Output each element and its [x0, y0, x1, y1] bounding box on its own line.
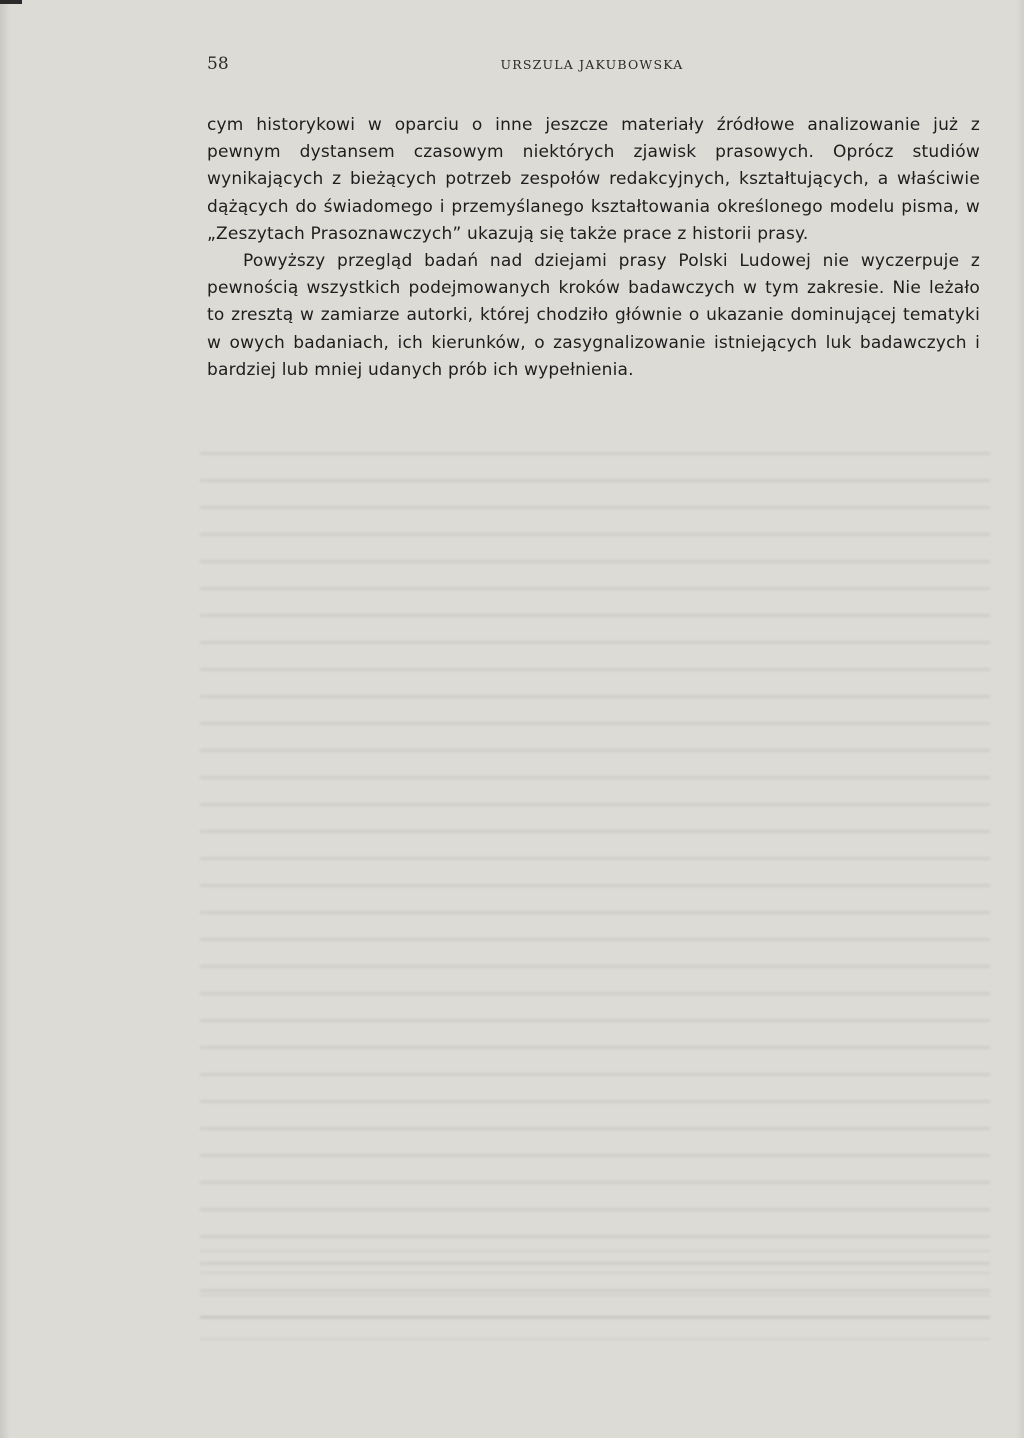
running-head [207, 54, 977, 78]
body-text [207, 112, 980, 384]
running-title-author: URSZULA JAKUBOWSKA [500, 57, 684, 72]
page-number: 58 [207, 54, 229, 74]
paragraph-summary: Powyższy przegląd badań nad dziejami prasy Polski Ludowej nie wyczerpuje z pewnością wszystkich podejmowanych kroków badawczych w tym zakresie. Nie leżało to zresztą w zamiarze autorki, której chodziło głównie o ukazanie dominującej tematyki w owych badaniach, ich kierunków, o zasygnalizowanie istniejących luk badawczych i bardziej lub mniej udanych prób ich wypełnienia. [207, 251, 980, 380]
paragraph-continued: cym historykowi w oparciu o inne jeszcze materiały źródłowe analizowanie już z pewnym dystansem czasowym niektórych zjawisk prasowych. Oprócz studiów wynikających z bieżących potrzeb zespołów redakcyjnych, kształtujących, a właściwie dążących do świadomego i przemyślanego kształtowania określonego modelu pisma, w „Zeszytach Prasoznawczych” ukazują się także prace z historii prasy. [207, 115, 980, 244]
scan-corner-mark [0, 0, 22, 4]
show-through-text [200, 440, 990, 1340]
show-through-footnotes [200, 1240, 990, 1350]
